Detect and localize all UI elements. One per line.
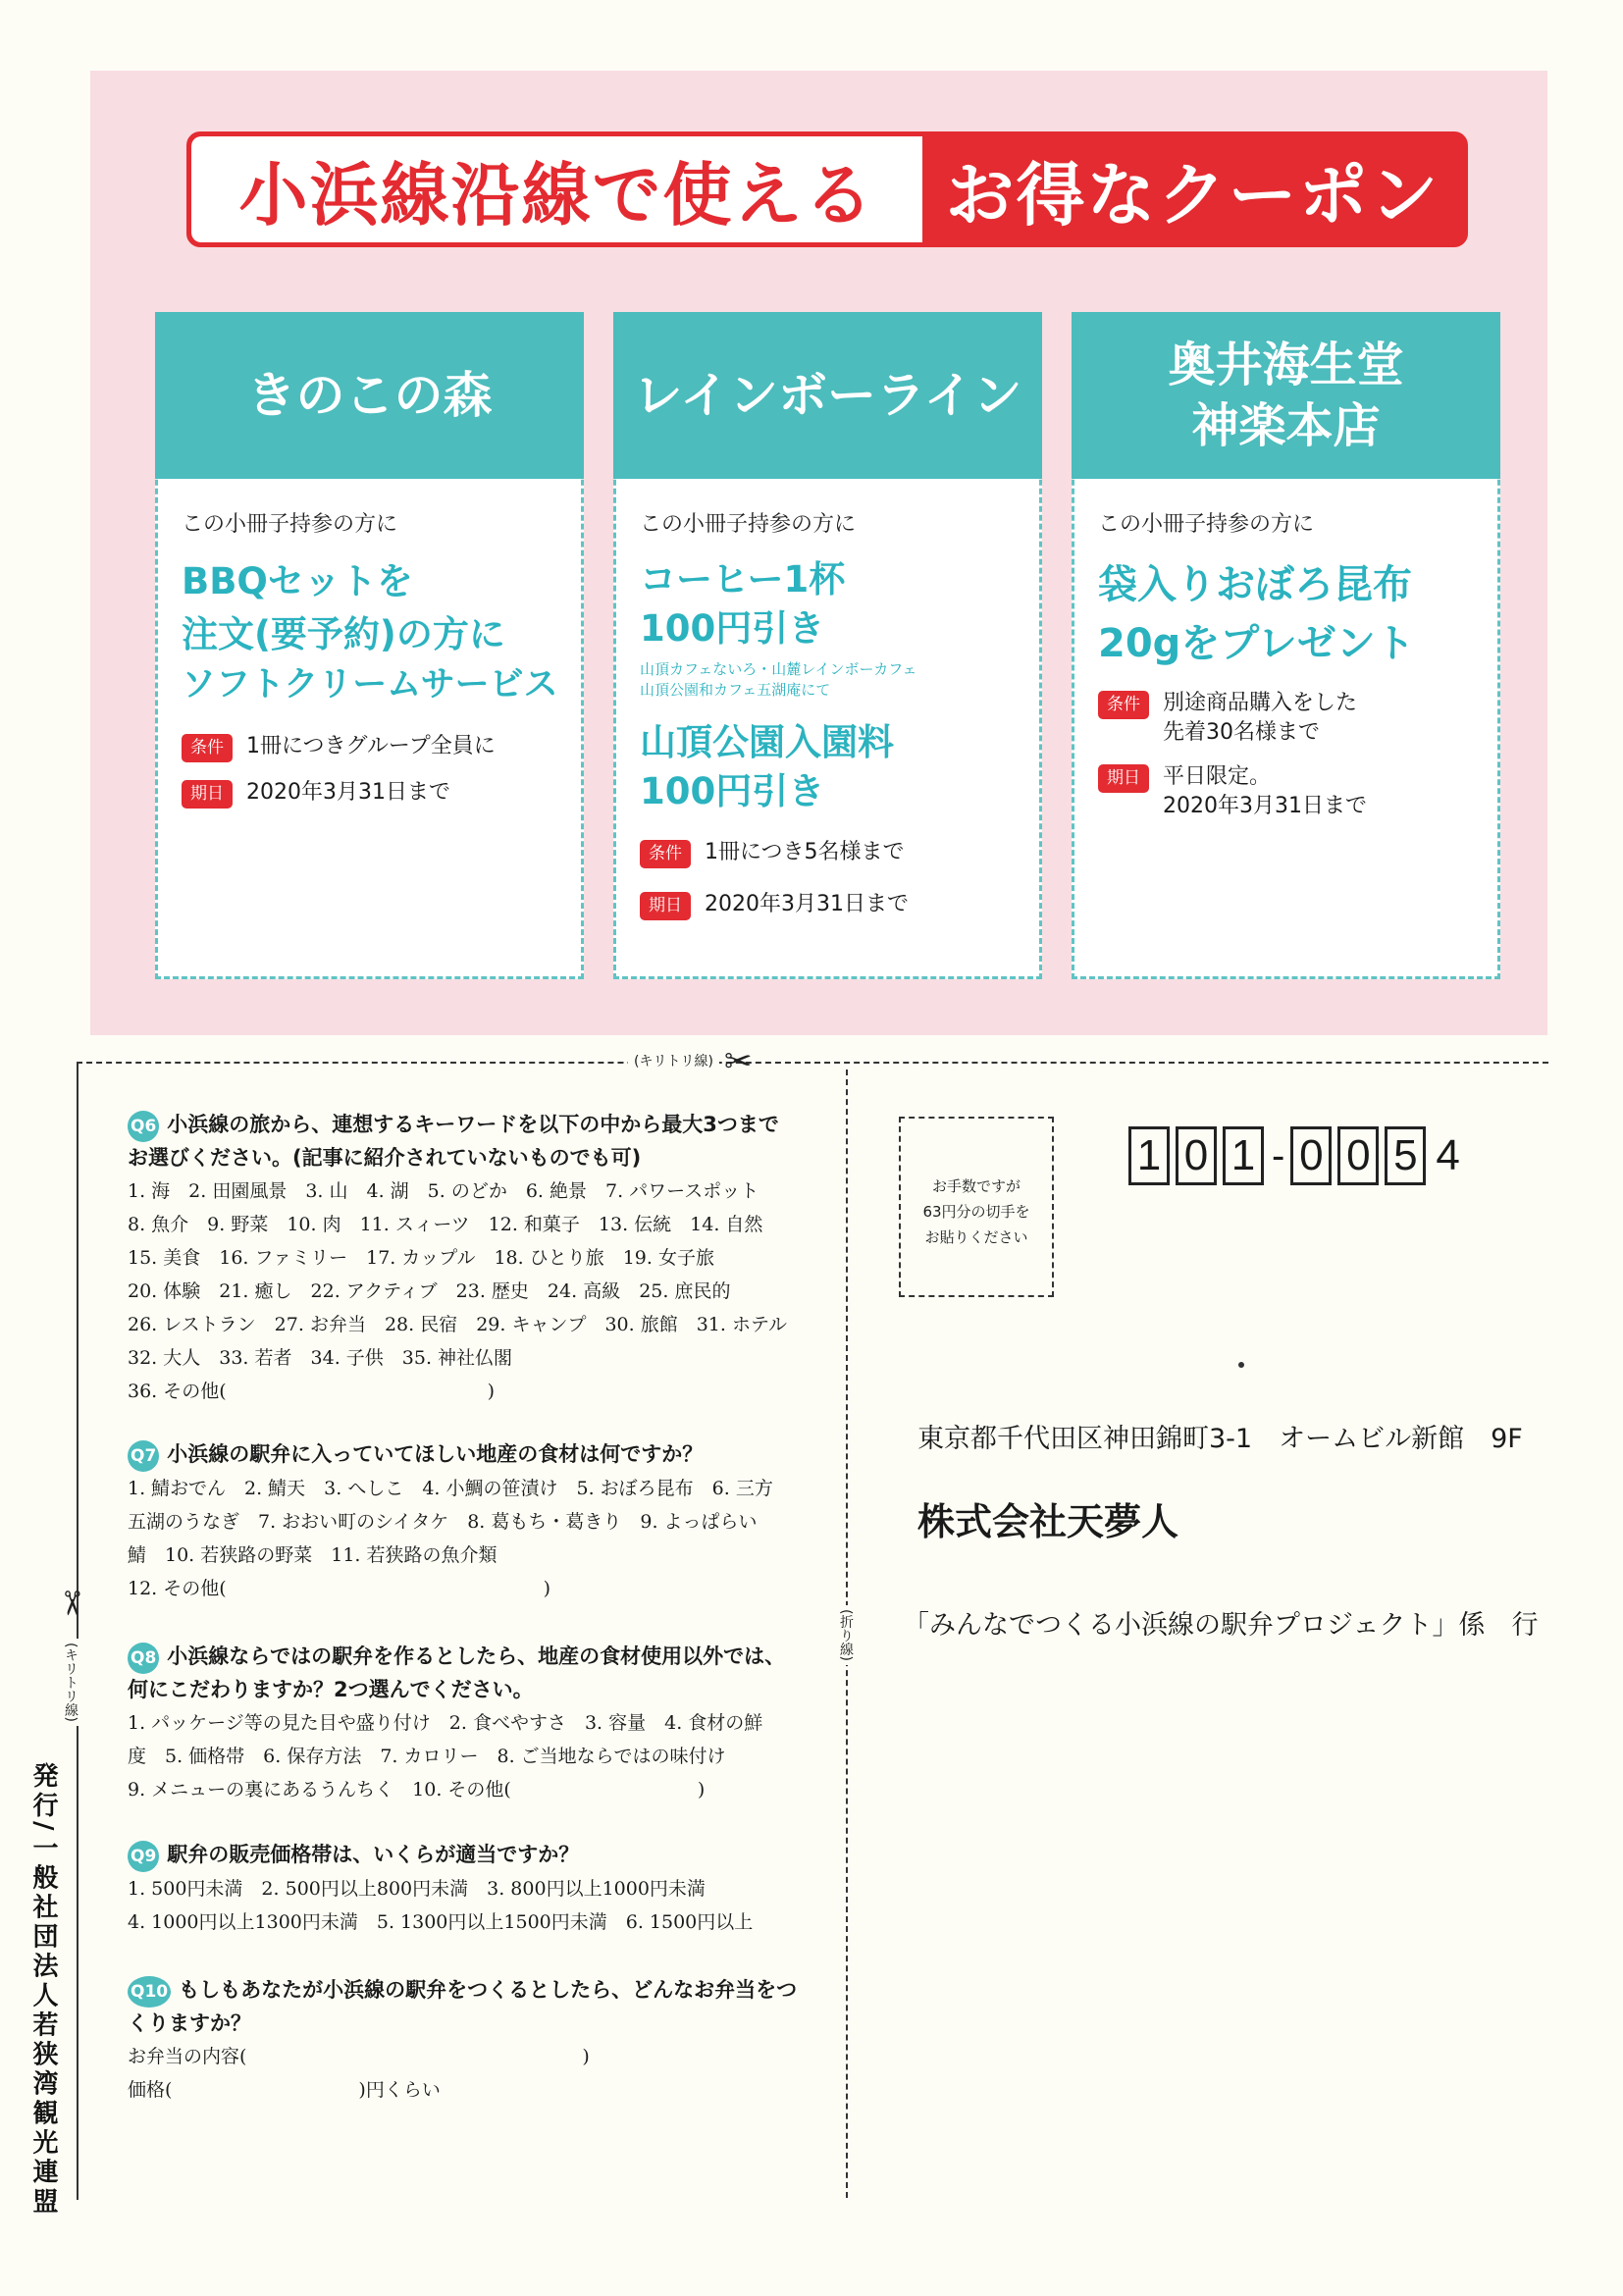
condition-tag: 条件 <box>640 840 691 868</box>
coupon-offer <box>182 555 567 710</box>
ink-dot <box>1238 1362 1244 1368</box>
scissors-icon: ✂ <box>51 1589 91 1618</box>
option-line: 15. 美食 16. ファミリー 17. カップル 18. ひとり旅 19. 女子旅 <box>128 1247 714 1269</box>
stamp-line: 63円分の切手を <box>922 1203 1030 1221</box>
coupon-card-body <box>182 507 567 809</box>
coupon-period <box>640 890 1025 920</box>
cut-line-horizontal <box>77 1062 1548 1064</box>
coupon-offer-line: 山頂公園入園料 <box>640 720 894 763</box>
coupon-condition <box>1098 689 1484 747</box>
question-title <box>128 1974 805 2040</box>
scissors-icon: ✂ <box>724 1042 753 1081</box>
question-number: Q8 <box>128 1643 159 1674</box>
question-q8 <box>128 1641 805 1806</box>
zip-digit: 1 <box>1128 1126 1170 1185</box>
question-title-line: 何にこだわりますか？2つ選んでください。 <box>128 1678 534 1701</box>
period-tag: 期日 <box>182 780 233 809</box>
option-line: 鯖 10. 若狭路の野菜 11. 若狭路の魚介類 <box>128 1544 497 1566</box>
period-text: 2020年3月31日まで <box>705 891 909 916</box>
option-line: 32. 大人 33. 若者 34. 子供 35. 神社仏閣 <box>128 1347 513 1369</box>
coupon-card-okui <box>1072 312 1500 979</box>
coupon-offer-line: コーヒー1杯 <box>640 558 846 600</box>
option-line: 1. 鯖おでん 2. 鯖天 3. へしこ 4. 小鯛の笹漬け 5. おぼろ昆布 6. 三方 <box>128 1478 773 1499</box>
option-line: 20. 体験 21. 癒し 22. アクティブ 23. 歴史 24. 高級 25. 庶民的 <box>128 1280 731 1302</box>
question-title-line: 小浜線ならではの駅弁を作るとしたら、地産の食材使用以外では、 <box>167 1644 786 1668</box>
coupon-intro: この小冊子持参の方に <box>640 512 857 537</box>
title-line: 奥井海生堂 <box>1168 337 1404 392</box>
question-options <box>128 1174 805 1408</box>
zip-dash: - <box>1272 1133 1285 1177</box>
stamp-line: お手数ですが <box>931 1177 1021 1195</box>
coupon-offer-line: ソフトクリームサービス <box>182 665 558 705</box>
condition-text <box>1163 689 1357 747</box>
option-line: 1. 500円未満 2. 500円以上800円未満 3. 800円以上1000円未満 <box>128 1878 706 1900</box>
cut-line-vertical <box>77 1062 79 2200</box>
condition-tag: 条件 <box>182 734 233 762</box>
banner-title-left: 小浜線沿線で使える <box>191 136 922 242</box>
question-title-line: 小浜線の駅弁に入っていてほしい地産の食材は何ですか？ <box>167 1442 704 1466</box>
question-title <box>128 1641 805 1706</box>
question-options <box>128 2040 805 2107</box>
coupon-intro: この小冊子持参の方に <box>182 512 398 537</box>
coupon-period <box>182 778 567 809</box>
recipient-address: 東京都千代田区神田錦町3-1 オームビル新館 9F <box>917 1424 1523 1454</box>
coupon-card-body <box>1098 507 1484 821</box>
option-line: 8. 魚介 9. 野菜 10. 肉 11. スィーツ 12. 和菓子 13. 伝統 14. 自然 <box>128 1214 763 1235</box>
option-line: 度 5. 価格帯 6. 保存方法 7. カロリー 8. ご当地ならではの味付け <box>128 1746 726 1767</box>
period-text: 2020年3月31日まで <box>246 779 450 805</box>
coupon-offer-note <box>640 659 1025 701</box>
coupon-offer-line: 100円引き <box>640 606 825 650</box>
question-options <box>128 1706 805 1806</box>
coupon-offer-coffee <box>640 555 1025 653</box>
publisher-credit: 発行/一般社団法人若狭湾観光連盟 <box>28 1762 58 2218</box>
question-options <box>128 1872 805 1939</box>
coupon-card-rainbowline <box>613 312 1042 979</box>
bento-content-field[interactable]: お弁当の内容( ) <box>128 2046 590 2067</box>
question-number: Q6 <box>128 1111 159 1142</box>
fold-line-label: (折り線) <box>836 1605 856 1665</box>
question-options <box>128 1472 805 1605</box>
option-line: 五湖のうなぎ 7. おおい町のシイタケ 8. 葛もち・葛きり 9. よっぱらい <box>128 1511 758 1533</box>
question-title <box>128 1109 805 1174</box>
coupon-offer-line: BBQセットを <box>182 560 413 602</box>
question-number: Q7 <box>128 1440 159 1472</box>
question-title <box>128 1438 805 1472</box>
period-tag: 期日 <box>640 892 691 920</box>
coupon-offer-line: 注文(要予約)の方に <box>182 612 505 655</box>
question-q6 <box>128 1109 805 1408</box>
zip-digit: 1 <box>1223 1126 1264 1185</box>
option-line: 1. パッケージ等の見た目や盛り付け 2. 食べやすさ 3. 容量 4. 食材の鮮 <box>128 1712 763 1734</box>
coupon-offer-line: 袋入りおぼろ昆布 <box>1098 562 1412 607</box>
question-title-line: くりますか？ <box>128 2011 251 2035</box>
coupon-intro: この小冊子持参の方に <box>1098 512 1315 537</box>
option-line: 1. 海 2. 田園風景 3. 山 4. 湖 5. のどか 6. 絶景 7. パワースポット <box>128 1180 759 1202</box>
question-number: Q9 <box>128 1841 159 1872</box>
question-q10 <box>128 1974 805 2107</box>
coupon-offer-line: 20gをプレゼント <box>1098 621 1415 666</box>
question-q9 <box>128 1839 805 1939</box>
question-title-line: 駅弁の販売価格帯は、いくらが適当ですか？ <box>167 1843 580 1866</box>
question-q7 <box>128 1438 805 1605</box>
cut-line-label: (キリトリ線) <box>628 1051 719 1070</box>
period-line: 平日限定。 <box>1163 764 1272 790</box>
coupon-card-title: きのこの森 <box>155 312 584 479</box>
note-line: 山頂カフェないろ・山麓レインボーカフェ <box>640 659 917 678</box>
condition-line: 別途商品購入をした <box>1163 691 1358 715</box>
zip-digit: 0 <box>1176 1126 1217 1185</box>
recipient-company: 株式会社天夢人 <box>917 1500 1179 1543</box>
coupon-condition <box>182 732 567 762</box>
coupon-card-kinoko <box>155 312 584 979</box>
note-line: 山頂公園和カフェ五湖庵にて <box>640 680 831 699</box>
coupon-offer-line: 100円引き <box>640 769 825 812</box>
option-line[interactable]: 36. その他( ) <box>128 1381 496 1402</box>
title-line: 神楽本店 <box>1191 398 1381 453</box>
question-title-line: もしもあなたが小浜線の駅弁をつくるとしたら、どんなお弁当をつ <box>179 1978 798 2002</box>
coupon-banner <box>186 131 1468 247</box>
coupon-card-title: レインボーライン <box>613 312 1042 479</box>
cut-line-side-label: (キリトリ線) <box>61 1639 80 1726</box>
coupon-condition <box>640 838 1025 868</box>
coupon-card-body <box>640 507 1025 920</box>
zip-digit: 0 <box>1290 1126 1332 1185</box>
zip-digit: 5 <box>1385 1126 1426 1185</box>
option-line: 4. 1000円以上1300円未満 5. 1300円以上1500円未満 6. 1500円以上 <box>128 1911 754 1933</box>
coupon-period <box>1098 762 1484 820</box>
condition-text: 1冊につき5名様まで <box>705 839 905 864</box>
bento-price-field[interactable]: 価格( )円くらい <box>128 2079 441 2101</box>
condition-tag: 条件 <box>1098 691 1149 719</box>
stamp-box <box>899 1117 1054 1297</box>
period-text <box>1163 762 1367 820</box>
postal-code <box>1128 1126 1460 1185</box>
period-line: 2020年3月31日まで <box>1163 794 1367 819</box>
question-title-line: 小浜線の旅から、連想するキーワードを以下の中から最大3つまで <box>167 1113 779 1136</box>
zip-digit-last: 4 <box>1436 1131 1460 1179</box>
coupon-offer <box>1098 555 1484 673</box>
zip-digit: 0 <box>1337 1126 1379 1185</box>
option-line[interactable]: 12. その他( ) <box>128 1578 551 1599</box>
coupon-card-title <box>1072 312 1500 479</box>
question-title <box>128 1839 805 1872</box>
condition-line: 先着30名様まで <box>1163 719 1320 745</box>
option-line[interactable]: 9. メニューの裏にあるうんちく 10. その他( ) <box>128 1779 706 1800</box>
coupon-offer-park <box>640 718 1025 816</box>
option-line: 26. レストラン 27. お弁当 28. 民宿 29. キャンプ 30. 旅館 31. ホテル <box>128 1314 788 1335</box>
banner-title-right: お得なクーポン <box>945 154 1440 235</box>
question-title-line: お選びください。(記事に紹介されていないものでも可) <box>128 1146 642 1170</box>
condition-text: 1冊につきグループ全員に <box>246 734 496 759</box>
period-tag: 期日 <box>1098 764 1149 793</box>
stamp-line: お貼りください <box>924 1228 1028 1246</box>
question-number: Q10 <box>128 1976 171 2008</box>
recipient-department: 「みんなでつくる小浜線の駅弁プロジェクト」係 行 <box>903 1610 1539 1641</box>
